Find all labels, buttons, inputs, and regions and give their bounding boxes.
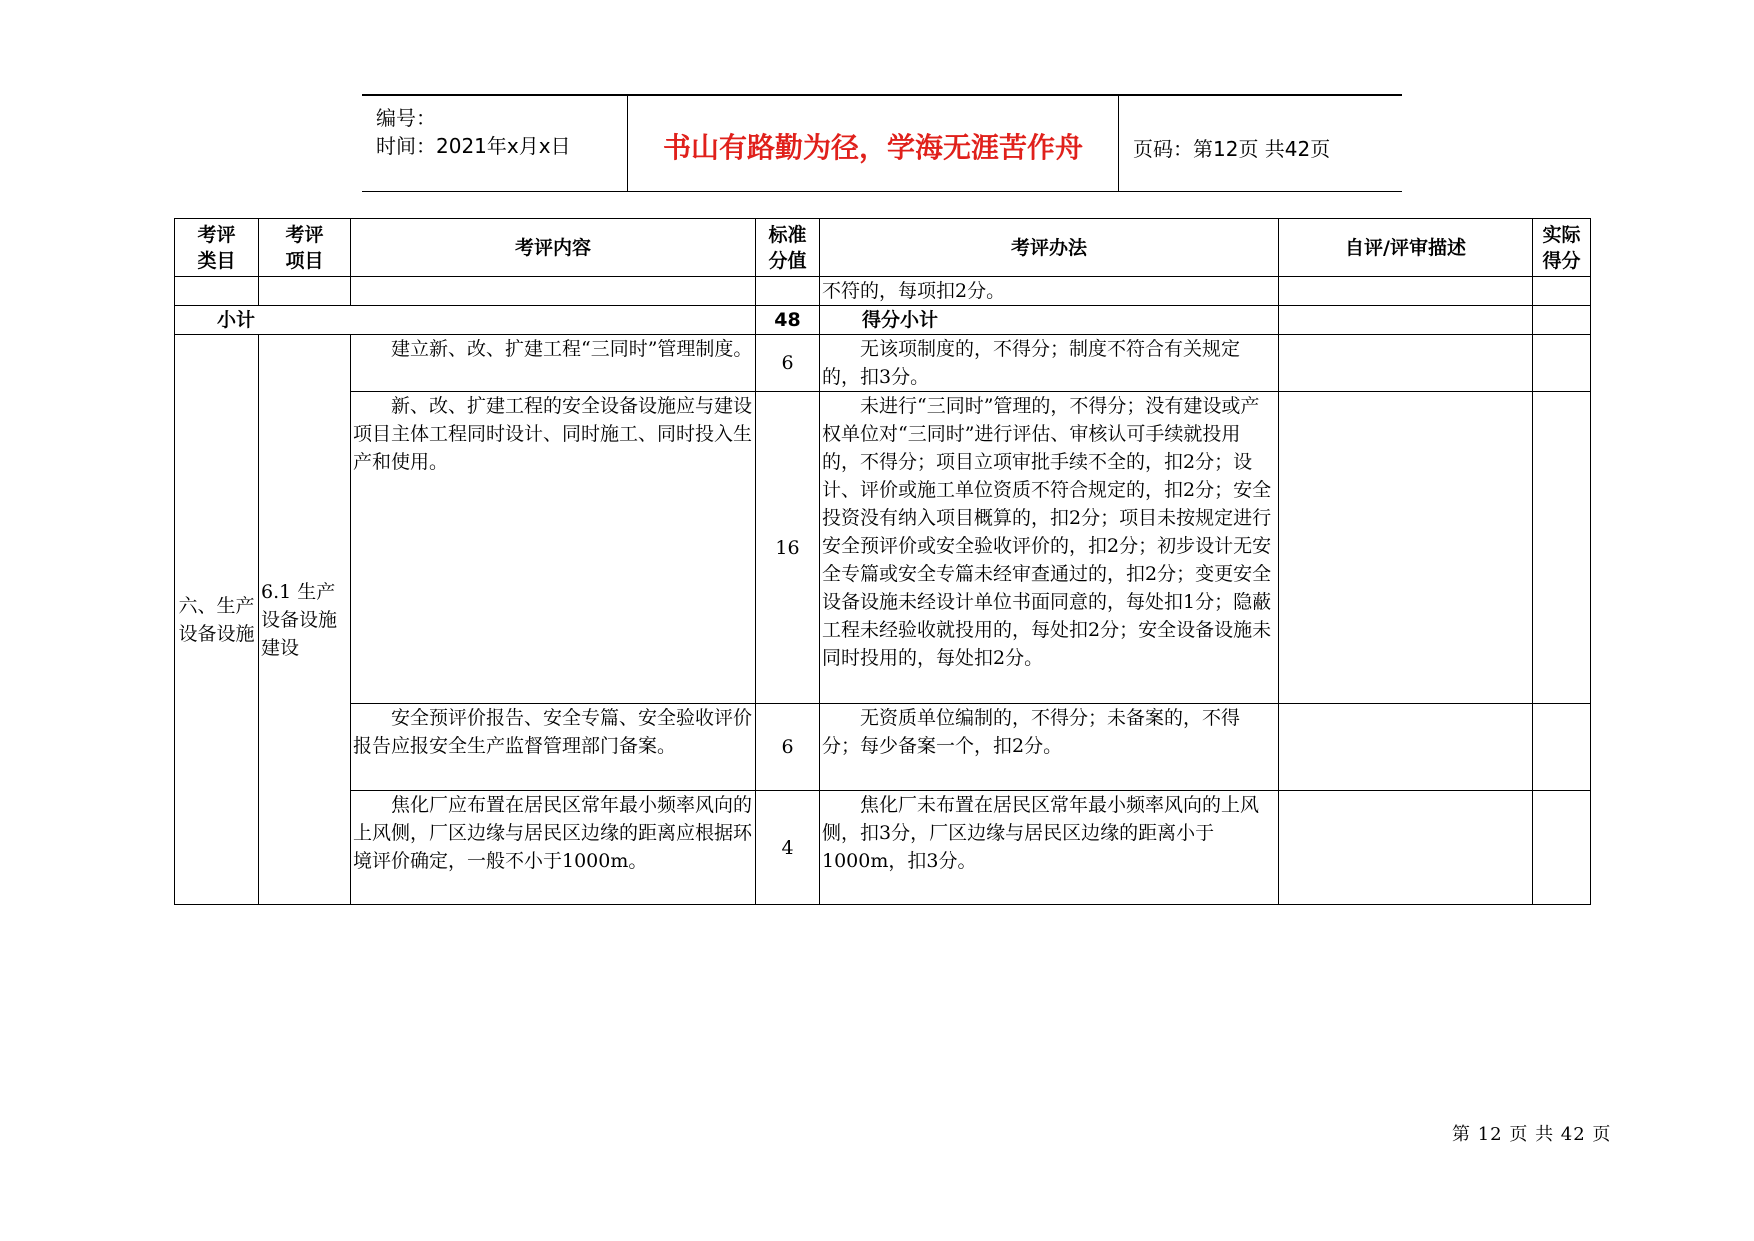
project-cell: 6.1 生产设备设施建设 xyxy=(259,335,351,905)
table-row xyxy=(175,335,1591,392)
col-header-self-eval: 自评/评审描述 xyxy=(1279,219,1533,277)
method-cell: 无资质单位编制的，不得分；未备案的，不得分；每少备案一个，扣2分。 xyxy=(820,704,1279,791)
content-cell: 焦化厂应布置在居民区常年最小频率风向的上风侧，厂区边缘与居民区边缘的距离应根据环境评价确定，一般不小于1000m。 xyxy=(351,791,756,905)
motto-text: 书山有路勤为径，学海无涯苦作舟 xyxy=(662,131,1083,164)
score-cell: 4 xyxy=(756,791,820,905)
method-cell: 不符的，每项扣2分。 xyxy=(820,277,1279,306)
subtotal-label: 小计 xyxy=(175,306,756,335)
header-info-cell xyxy=(362,96,628,191)
subtotal-row xyxy=(175,306,1591,335)
col-header-category: 考评 类目 xyxy=(175,219,259,277)
score-cell: 16 xyxy=(756,392,820,704)
method-cell: 未进行“三同时”管理的，不得分；没有建设或产权单位对“三同时”进行评估、审核认可手续就投用的，不得分；项目立项审批手续不全的，扣2分；设计、评价或施工单位资质不符合规定的，扣2分；安全投资没有纳入项目概算的，扣2分；项目未按规定进行安全预评价或安全验收评价的，扣2分；初步设计无安全专篇或安全专篇未经审查通过的，扣2分；变更安全设备设施未经设计单位书面同意的，每处扣1分；隐蔽工程未经验收就投用的，每处扣2分；安全设备设施未同时投用的，每处扣2分。 xyxy=(820,392,1279,704)
method-cell: 焦化厂未布置在居民区常年最小频率风向的上风侧，扣3分，厂区边缘与居民区边缘的距离小于1000m，扣3分。 xyxy=(820,791,1279,905)
method-cell: 无该项制度的，不得分；制度不符合有关规定的，扣3分。 xyxy=(820,335,1279,392)
header-motto-cell xyxy=(628,96,1119,191)
table-row xyxy=(175,791,1591,905)
subtotal-method-label: 得分小计 xyxy=(820,306,1279,335)
col-header-content: 考评内容 xyxy=(351,219,756,277)
col-header-actual-score: 实际 得分 xyxy=(1533,219,1591,277)
col-header-score: 标准 分值 xyxy=(756,219,820,277)
table-row xyxy=(175,704,1591,791)
category-cell: 六、生产设备设施 xyxy=(175,335,259,905)
col-header-method: 考评办法 xyxy=(820,219,1279,277)
score-cell: 6 xyxy=(756,704,820,791)
document-number-label: 编号： xyxy=(376,106,436,130)
content-cell: 建立新、改、扩建工程“三同时”管理制度。 xyxy=(351,335,756,392)
content-cell: 新、改、扩建工程的安全设备设施应与建设项目主体工程同时设计、同时施工、同时投入生产和使用。 xyxy=(351,392,756,704)
header-page-number: 页码：第12页 共42页 xyxy=(1133,137,1331,161)
score-cell: 6 xyxy=(756,335,820,392)
content-cell: 安全预评价报告、安全专篇、安全验收评价报告应报安全生产监督管理部门备案。 xyxy=(351,704,756,791)
table-header-row xyxy=(175,219,1591,277)
subtotal-score: 48 xyxy=(756,306,820,335)
header-page-cell xyxy=(1119,96,1402,191)
document-header xyxy=(362,94,1402,192)
document-time-label: 时间：2021年x月x日 xyxy=(376,134,571,158)
evaluation-table xyxy=(174,218,1591,905)
table-row xyxy=(175,277,1591,306)
col-header-project: 考评 项目 xyxy=(259,219,351,277)
footer-page-number: 第 12 页 共 42 页 xyxy=(1452,1124,1612,1145)
table-row xyxy=(175,392,1591,704)
